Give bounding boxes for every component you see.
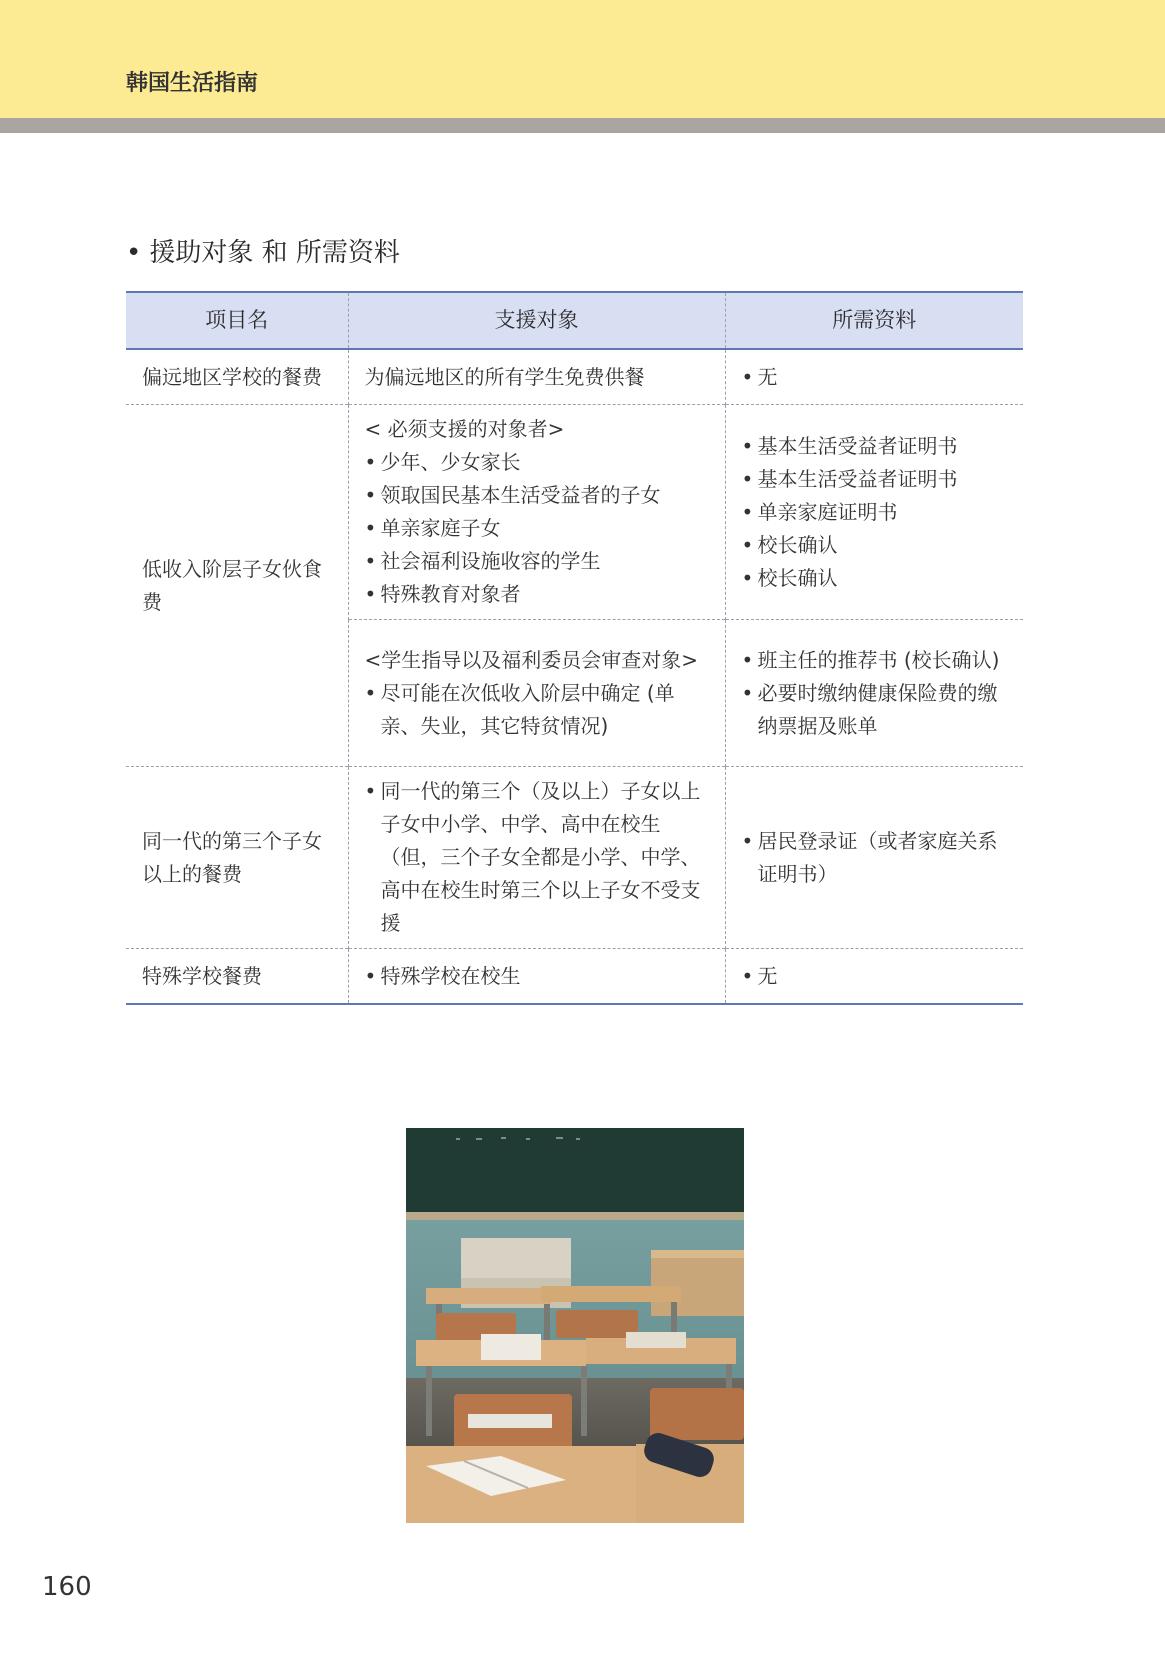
header-band — [0, 0, 1165, 118]
docs-item: • 无 — [742, 361, 1008, 394]
docs-cell — [725, 620, 1023, 767]
target-item: • 社会福利设施收容的学生 — [365, 545, 709, 578]
docs-item: • 校长确认 — [742, 529, 1008, 562]
docs-item: • 必要时缴纳健康保险费的缴纳票据及账单 — [742, 677, 1008, 743]
docs-item: • 基本生活受益者证明书 — [742, 463, 1008, 496]
item-cell: 特殊学校餐费 — [126, 949, 348, 1005]
target-cell — [348, 949, 725, 1005]
target-cell — [348, 767, 725, 949]
target-cell — [348, 620, 725, 767]
table-row — [126, 405, 1023, 620]
target-cell: 为偏远地区的所有学生免费供餐 — [348, 349, 725, 405]
target-cell — [348, 405, 725, 620]
page-number: 160 — [42, 1572, 92, 1602]
table-row — [126, 767, 1023, 949]
column-header-docs: 所需资料 — [725, 292, 1023, 349]
target-item: • 特殊学校在校生 — [365, 960, 709, 993]
target-item: • 单亲家庭子女 — [365, 512, 709, 545]
column-header-target: 支援对象 — [348, 292, 725, 349]
table-header-row — [126, 292, 1023, 349]
docs-cell — [725, 349, 1023, 405]
target-item: • 尽可能在次低收入阶层中确定 (单亲、失业，其它特贫情况) — [365, 677, 709, 743]
table-row — [126, 949, 1023, 1005]
section-heading — [126, 232, 400, 269]
target-heading: <学生指导以及福利委员会审查对象> — [364, 647, 699, 672]
item-cell: 低收入阶层子女伙食费 — [126, 405, 348, 767]
table-row — [126, 349, 1023, 405]
classroom-photo — [406, 1128, 744, 1523]
item-cell: 偏远地区学校的餐费 — [142, 364, 322, 389]
docs-item: • 班主任的推荐书 (校长确认) — [742, 644, 1008, 677]
target-item: • 同一代的第三个（及以上）子女以上子女中小学、中学、高中在校生（但，三个子女全都是小学、中学、高中在校生时第三个以上子女不受支援 — [365, 775, 709, 940]
target-heading: < 必须支援的对象者> — [364, 417, 565, 441]
section-title: 援助对象 和 所需资料 — [149, 238, 400, 268]
docs-item: • 无 — [742, 960, 1008, 993]
section-bullet: • — [126, 238, 142, 268]
running-header-title: 韩国生活指南 — [126, 71, 259, 96]
docs-item: • 校长确认 — [742, 562, 1008, 595]
docs-item: • 居民登录证（或者家庭关系证明书） — [742, 825, 1008, 891]
header-rule — [0, 118, 1165, 133]
docs-item: • 单亲家庭证明书 — [742, 496, 1008, 529]
item-cell: 同一代的第三个子女以上的餐费 — [126, 767, 348, 949]
support-table — [126, 291, 1023, 1005]
docs-cell — [725, 949, 1023, 1005]
target-item: • 特殊教育对象者 — [365, 578, 709, 611]
docs-item: • 基本生活受益者证明书 — [742, 430, 1008, 463]
docs-cell — [725, 405, 1023, 620]
column-header-item: 项目名 — [126, 292, 348, 349]
target-item: • 少年、少女家长 — [365, 446, 709, 479]
docs-cell — [725, 767, 1023, 949]
target-item: • 领取国民基本生活受益者的子女 — [365, 479, 709, 512]
